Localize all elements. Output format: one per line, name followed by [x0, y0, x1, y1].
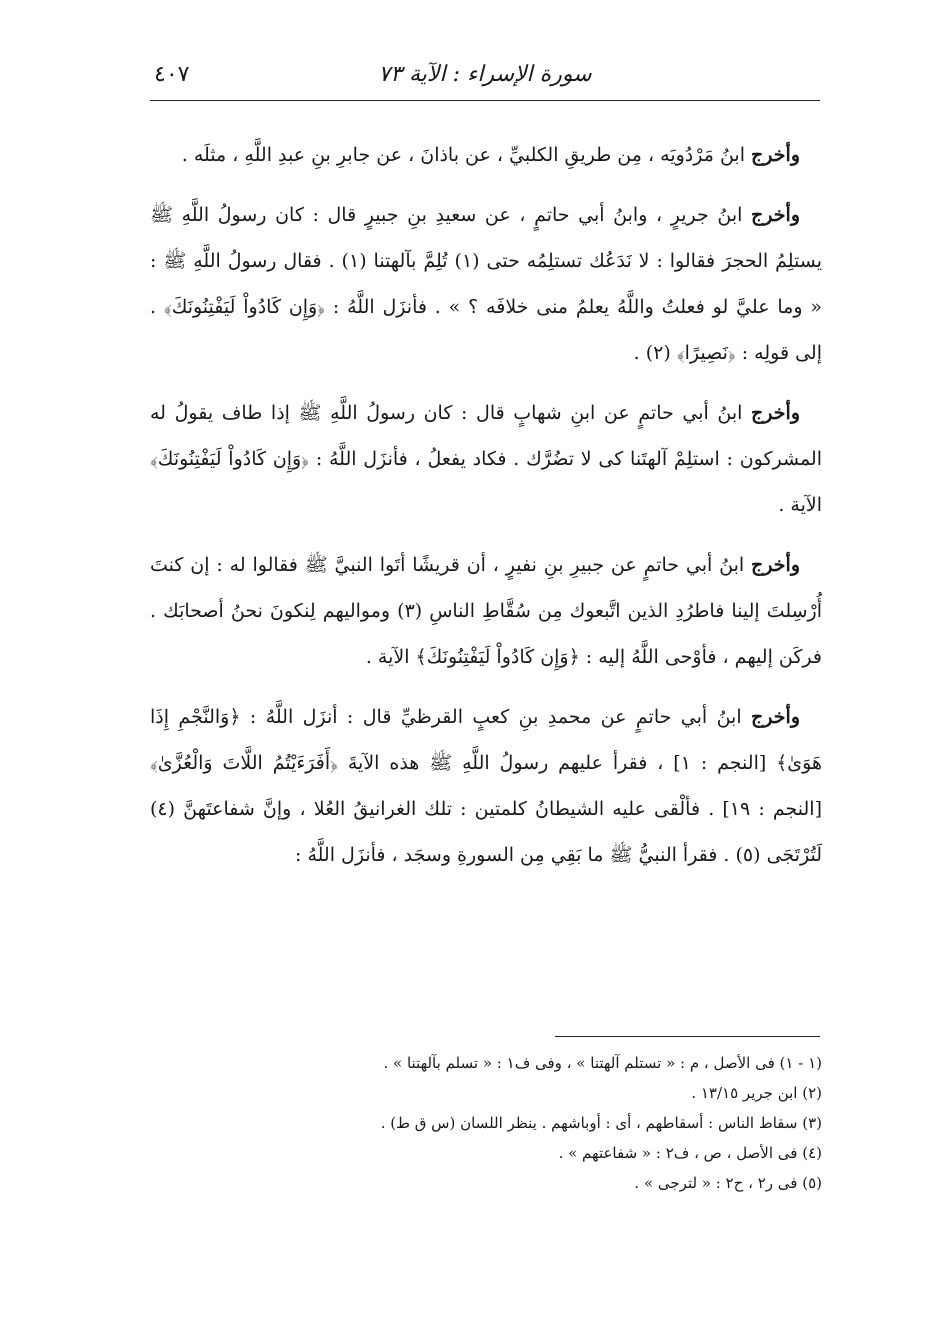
footnote: (٤) فى الأصل ، ص ، ف٢ : « شفاعتهم » .	[558, 1144, 822, 1162]
footnote-divider	[555, 1036, 820, 1037]
paragraph-lead: وأخرج	[751, 204, 800, 226]
footnotes	[150, 1048, 822, 1198]
paragraph-text: ابنُ أبي حاتمٍ عن ابنِ شهابٍ قال : كان رسولُ اللَّهِ ﷺ إذا طاف يقولُ له المشركون : استلِمْ آلهتَنا كى لا تضُرَّك . فكاد يفعلُ ، فأنزَل اللَّهُ : ﴿وَإِن كَادُواْ لَيَفْتِنُونَكَ﴾ الآية .	[150, 402, 822, 516]
footnote: (٣) سقاط الناس : أسقاطهم ، أى : أوباشهم . ينظر اللسان (س ق ط) .	[380, 1114, 822, 1132]
paragraph-text: ابنُ أبي حاتمٍ عن محمدِ بنِ كعبٍ القرظيِّ قال : أنزَل اللَّهُ : ﴿وَالنَّجْمِ إِذَا هَوَىٰ﴾ [النجم : ١] ، فقرأ عليهم رسولُ اللَّهِ ﷺ هذه الآيةَ ﴿أَفَرَءَيْتُمُ اللَّاتَ وَالْعُزَّىٰ﴾ [النجم : ١٩] . فألْقى عليه الشيطانُ كلمتين : تلك الغرانيقُ العُلا ، وإنَّ شفاعتَهنَّ (٤) لَتُرْتَجَى (٥) . فقرأ النبيُّ ﷺ ما بَقِي مِن السورةِ وسجَد ، فأنزَل اللَّهُ :	[150, 706, 823, 866]
paragraph-text: ابنُ مَرْدُويَه ، مِن طريقِ الكلبيِّ ، عن باذانَ ، عن جابرِ بنِ عبدِ اللَّهِ ، مثلَه .	[181, 144, 752, 166]
paragraph-text: ابنُ جريرٍ ، وابنُ أبي حاتمٍ ، عن سعيدِ بنِ جبيرٍ قال : كان رسولُ اللَّهِ ﷺ يستلِمُ الحجرَ فقالوا : لا نَدَعُك تستلِمُه حتى (١) تُلِمَّ بآلهتنا (١) . فقال رسولُ اللَّهِ ﷺ : « وما عليَّ لو فعلتُ واللَّهُ يعلمُ منى خلافَه ؟ » . فأنزَل اللَّهُ : ﴿وَإِن كَادُواْ لَيَفْتِنُونَكَ﴾ . إلى قولِه : ﴿نَصِيرًا﴾ (٢) .	[150, 204, 823, 364]
paragraph-lead: وأخرج	[751, 402, 800, 424]
paragraph	[150, 542, 822, 680]
paragraph-lead: وأخرج	[751, 554, 800, 576]
running-header	[150, 60, 820, 101]
footnote: (٢) ابن جرير ١٣/١٥ .	[691, 1084, 822, 1102]
body-text	[150, 132, 822, 892]
footnote: (٥) فى ر٢ ، ح٢ : « لترجى » .	[634, 1174, 822, 1192]
paragraph	[150, 192, 822, 376]
paragraph-lead: وأخرج	[751, 706, 800, 728]
paragraph	[150, 390, 822, 528]
paragraph-text: ابنُ أبي حاتمٍ عن جبيرِ بنِ نفيرٍ ، أن قريشًا أتَوا النبيَّ ﷺ فقالوا له : إن كنتَ أُرْسِلتَ إلينا فاطرُدِ الذين اتَّبعوك مِن سُقَّاطِ الناسِ (٣) ومواليهم لِنكونَ نحنُ أصحابَك . فركَن إليهم ، فأوْحى اللَّهُ إليه : ﴿وَإِن كَادُواْ لَيَفْتِنُونَكَ﴾ الآية .	[150, 554, 822, 668]
header-title: سورة الإسراء : الآية ٧٣	[378, 62, 592, 87]
paragraph	[150, 694, 822, 878]
page-number: ٤٠٧	[154, 62, 190, 87]
paragraph	[150, 132, 822, 178]
footnote: (١ - ١) فى الأصل ، م : « تستلم آلهتنا » ، وفى ف١ : « تسلم بآلهتنا » .	[383, 1054, 822, 1072]
paragraph-lead: وأخرج	[751, 144, 800, 166]
